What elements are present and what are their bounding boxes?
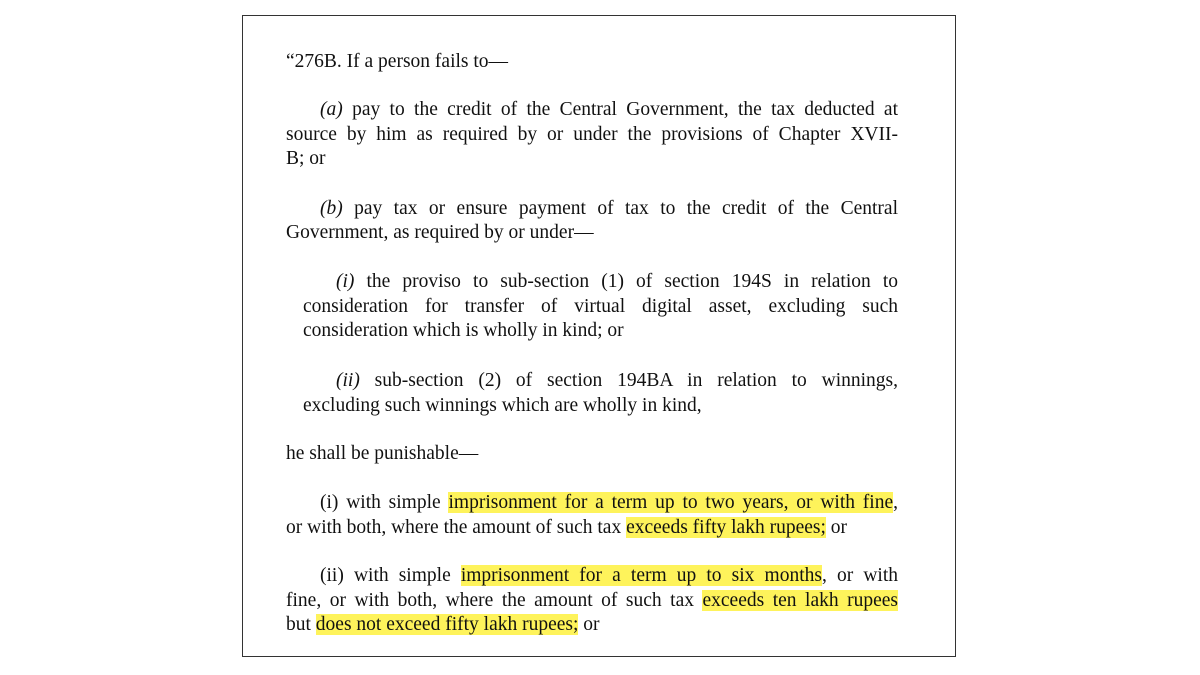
subclause-ii-text-2: excluding such winnings which are wholly in kind,: [303, 395, 702, 416]
subclause-i-text-2: consideration for transfer of virtual digital asset, excluding such: [303, 296, 898, 317]
subclause-ii-marker: (ii): [336, 370, 360, 391]
highlight-two-years-imprisonment: imprisonment for a term up to two years, or with fine: [448, 492, 894, 513]
clause-a-line-2: [286, 123, 898, 147]
clause-b-line-2: [286, 221, 594, 245]
subclause-i-text-1: the proviso to sub-section (1) of section 194S in relation to: [366, 271, 899, 292]
penalty-i-suffix: ,: [893, 492, 898, 513]
penalty-i-line-1: [320, 491, 898, 515]
clause-b-text-1: pay tax or ensure payment of tax to the credit of the Central: [354, 198, 898, 219]
clause-a-line-1: [320, 98, 898, 122]
clause-b-line-1: [320, 197, 898, 221]
subclause-i-marker: (i): [336, 271, 355, 292]
clause-b-marker: (b): [320, 198, 343, 219]
penalty-ii-line3-suffix: or: [578, 614, 600, 635]
clause-b-text-2: Government, as required by or under—: [286, 222, 594, 243]
punishable-intro: [286, 442, 478, 466]
subclause-i-text-3: consideration which is wholly in kind; or: [303, 320, 624, 341]
section-heading-text: “276B. If a person fails to—: [286, 51, 509, 72]
penalty-ii-suffix: , or with: [821, 565, 898, 586]
subclause-ii-line-1: [336, 369, 898, 393]
document-page: [242, 15, 956, 657]
clause-a-line-3: [286, 147, 326, 171]
subclause-ii-text-1: sub-section (2) of section 194BA in relation to winnings,: [374, 370, 898, 391]
highlight-not-exceed-fifty-lakh: does not exceed fifty lakh rupees;: [315, 614, 579, 635]
penalty-i-line2-prefix: or with both, where the amount of such tax: [286, 517, 627, 538]
penalty-ii-line2-prefix: fine, or with both, where the amount of such tax: [286, 590, 703, 611]
highlight-exceeds-fifty-lakh: exceeds fifty lakh rupees;: [626, 517, 826, 538]
subclause-i-line-3: [303, 319, 624, 343]
penalty-i-prefix: (i) with simple: [320, 492, 449, 513]
penalty-ii-line3-prefix: but: [286, 614, 316, 635]
penalty-i-line2-suffix: or: [825, 517, 848, 538]
penalty-ii-prefix: (ii) with simple: [320, 565, 461, 586]
clause-a-text-1: pay to the credit of the Central Government, the tax deducted at: [352, 99, 899, 120]
penalty-i-line-2: [286, 516, 847, 540]
clause-a-text-2: source by him as required by or under the provisions of Chapter XVII-: [286, 124, 898, 145]
subclause-ii-line-2: [303, 394, 702, 418]
highlight-exceeds-ten-lakh: exceeds ten lakh rupees: [702, 590, 899, 611]
clause-a-marker: (a): [320, 99, 343, 120]
clause-a-text-3: B; or: [286, 148, 326, 169]
subclause-i-line-1: [336, 270, 898, 294]
punishable-intro-text: he shall be punishable—: [286, 443, 479, 464]
highlight-six-months-imprisonment: imprisonment for a term up to six months: [460, 565, 822, 586]
penalty-ii-line-3: [286, 613, 600, 637]
penalty-ii-line-1: [320, 564, 898, 588]
section-heading: [286, 50, 508, 74]
subclause-i-line-2: [303, 295, 898, 319]
penalty-ii-line-2: [286, 589, 898, 613]
